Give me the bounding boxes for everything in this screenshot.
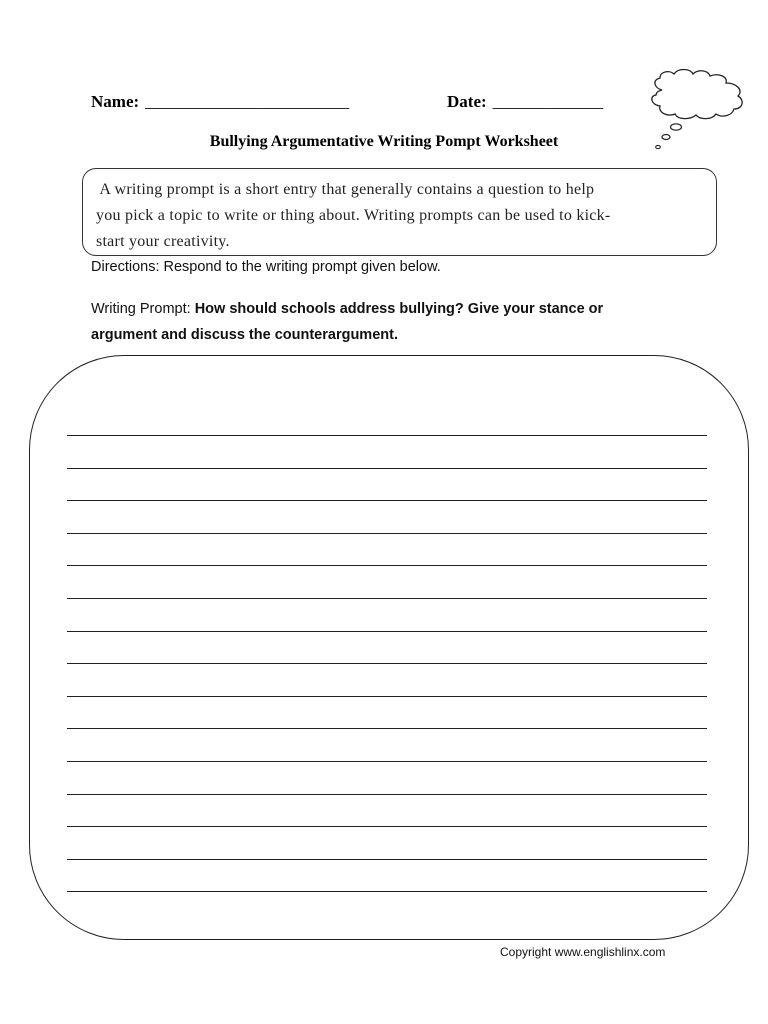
date-field[interactable]: [447, 92, 603, 112]
answer-line[interactable]: [67, 696, 707, 697]
prompt-label: Writing Prompt:: [91, 301, 195, 317]
intro-line-1: A writing prompt is a short entry that generally contains a question to help: [96, 181, 595, 198]
answer-line[interactable]: [67, 565, 707, 566]
date-blank-line[interactable]: _____________: [492, 92, 604, 111]
worksheet-title: [0, 133, 768, 151]
intro-box: [82, 168, 717, 256]
answer-line[interactable]: [67, 468, 707, 469]
name-blank-line[interactable]: ________________________: [145, 92, 350, 111]
answer-line[interactable]: [67, 826, 707, 827]
answer-line[interactable]: [67, 435, 707, 436]
answer-line[interactable]: [67, 500, 707, 501]
answer-box[interactable]: [29, 355, 749, 940]
writing-prompt: [91, 296, 671, 348]
intro-line-3: start your creativity.: [96, 233, 230, 250]
name-field[interactable]: [91, 92, 349, 112]
answer-line[interactable]: [67, 891, 707, 892]
worksheet-title-text: Bullying Argumentative Writing Pompt Worksheet: [209, 133, 559, 150]
answer-line[interactable]: [67, 761, 707, 762]
date-label: Date:: [447, 92, 487, 111]
name-label: Name:: [91, 92, 140, 111]
intro-line-2: you pick a topic to write or thing about. Writing prompts can be used to kick-: [96, 207, 611, 224]
answer-line[interactable]: [67, 631, 707, 632]
answer-line[interactable]: [67, 598, 707, 599]
answer-line[interactable]: [67, 859, 707, 860]
answer-line[interactable]: [67, 728, 707, 729]
copyright-text: Copyright www.englishlinx.com: [500, 945, 666, 959]
answer-line[interactable]: [67, 533, 707, 534]
answer-line[interactable]: [67, 663, 707, 664]
prompt-question: How should schools address bullying? Give your stance or argument and discuss the counterargument.: [91, 301, 604, 343]
directions-text: Directions: Respond to the writing prompt given below.: [91, 259, 441, 275]
header-row: [91, 92, 631, 116]
answer-line[interactable]: [67, 794, 707, 795]
